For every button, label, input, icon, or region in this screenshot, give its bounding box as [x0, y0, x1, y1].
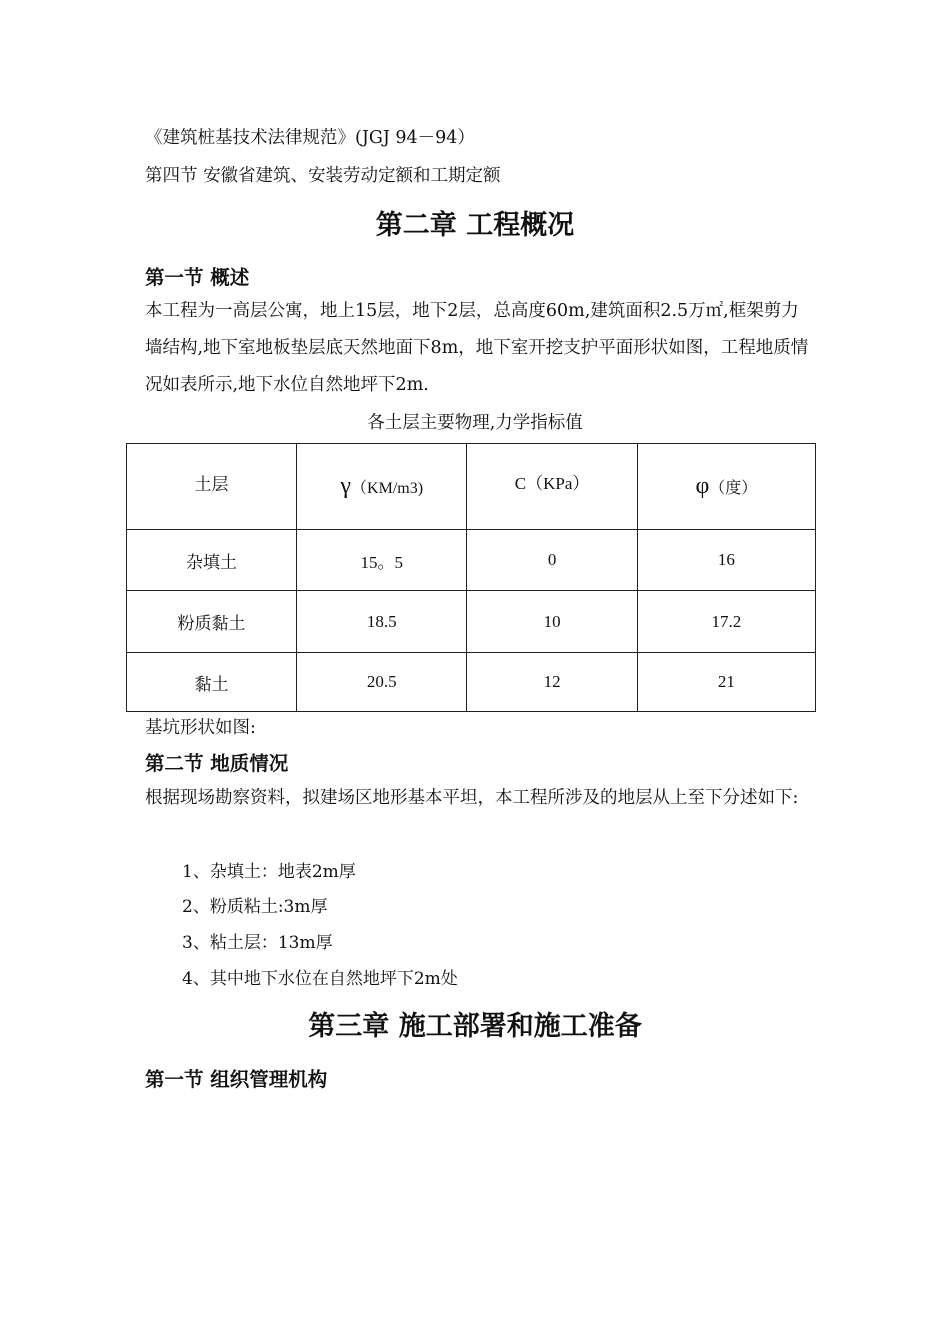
table-row: [127, 530, 816, 591]
gamma-symbol: γ: [340, 473, 352, 499]
table-caption: 各土层主要物理,力学指标值: [367, 413, 583, 433]
phi-symbol: φ: [695, 473, 710, 499]
overview-paragraph: 本工程为一高层公寓，地上15层，地下2层，总高度60m,建筑面积2.5万㎡,框架剪力墙结构,地下室地板垫层底天然地面下8m，地下室开挖支护平面形状如图，工程地质情况如表所示,地下水位自然地坪下2m.: [145, 301, 809, 395]
table-cell: 10: [467, 591, 637, 653]
pit-shape-note: 基坑形状如图:: [145, 718, 256, 738]
table-cell: 粉质黏土: [127, 591, 297, 653]
table-row: [127, 653, 816, 712]
table-row: [127, 591, 816, 653]
table-cell: 17.2: [637, 591, 815, 653]
chapter-2-title: 第二章 工程概况: [375, 210, 575, 241]
geology-intro-paragraph: 根据现场勘察资料，拟建场区地形基本平坦，本工程所涉及的地层从上至下分述如下:: [145, 788, 799, 808]
header-phi: [637, 444, 815, 530]
list-item: 1、杂填土：地表2m厚: [182, 862, 356, 882]
chapter-3-title: 第三章 施工部署和施工准备: [308, 1011, 642, 1042]
header-gamma: [297, 444, 467, 530]
table-cell: 21: [637, 653, 815, 712]
table-cell: 12: [467, 653, 637, 712]
table-cell: 0: [467, 530, 637, 591]
list-item: 4、其中地下水位在自然地坪下2m处: [182, 969, 458, 989]
table-cell: 20.5: [297, 653, 467, 712]
section-geology-title: 第二节 地质情况: [145, 752, 289, 775]
table-cell: 15。5: [297, 530, 467, 591]
list-item: 3、粘土层：13m厚: [182, 933, 333, 953]
table-cell: 黏土: [127, 653, 297, 712]
header-c: C（KPa）: [467, 444, 637, 530]
table-header-row: [127, 444, 816, 530]
list-item: 2、粉质粘土:3m厚: [182, 897, 328, 917]
section-organization-title: 第一节 组织管理机构: [145, 1068, 328, 1091]
reference-line-1: 《建筑桩基技术法律规范》(JGJ 94－94）: [145, 128, 475, 148]
soil-properties-table: [126, 443, 816, 712]
table-cell: 18.5: [297, 591, 467, 653]
section-overview-title: 第一节 概述: [145, 266, 250, 289]
reference-line-2: 第四节 安徽省建筑、安装劳动定额和工期定额: [145, 166, 501, 186]
header-soil: 土层: [127, 444, 297, 530]
table-cell: 16: [637, 530, 815, 591]
phi-unit: （度）: [709, 480, 758, 497]
table-cell: 杂填土: [127, 530, 297, 591]
gamma-unit: （KM/m3): [351, 480, 424, 497]
